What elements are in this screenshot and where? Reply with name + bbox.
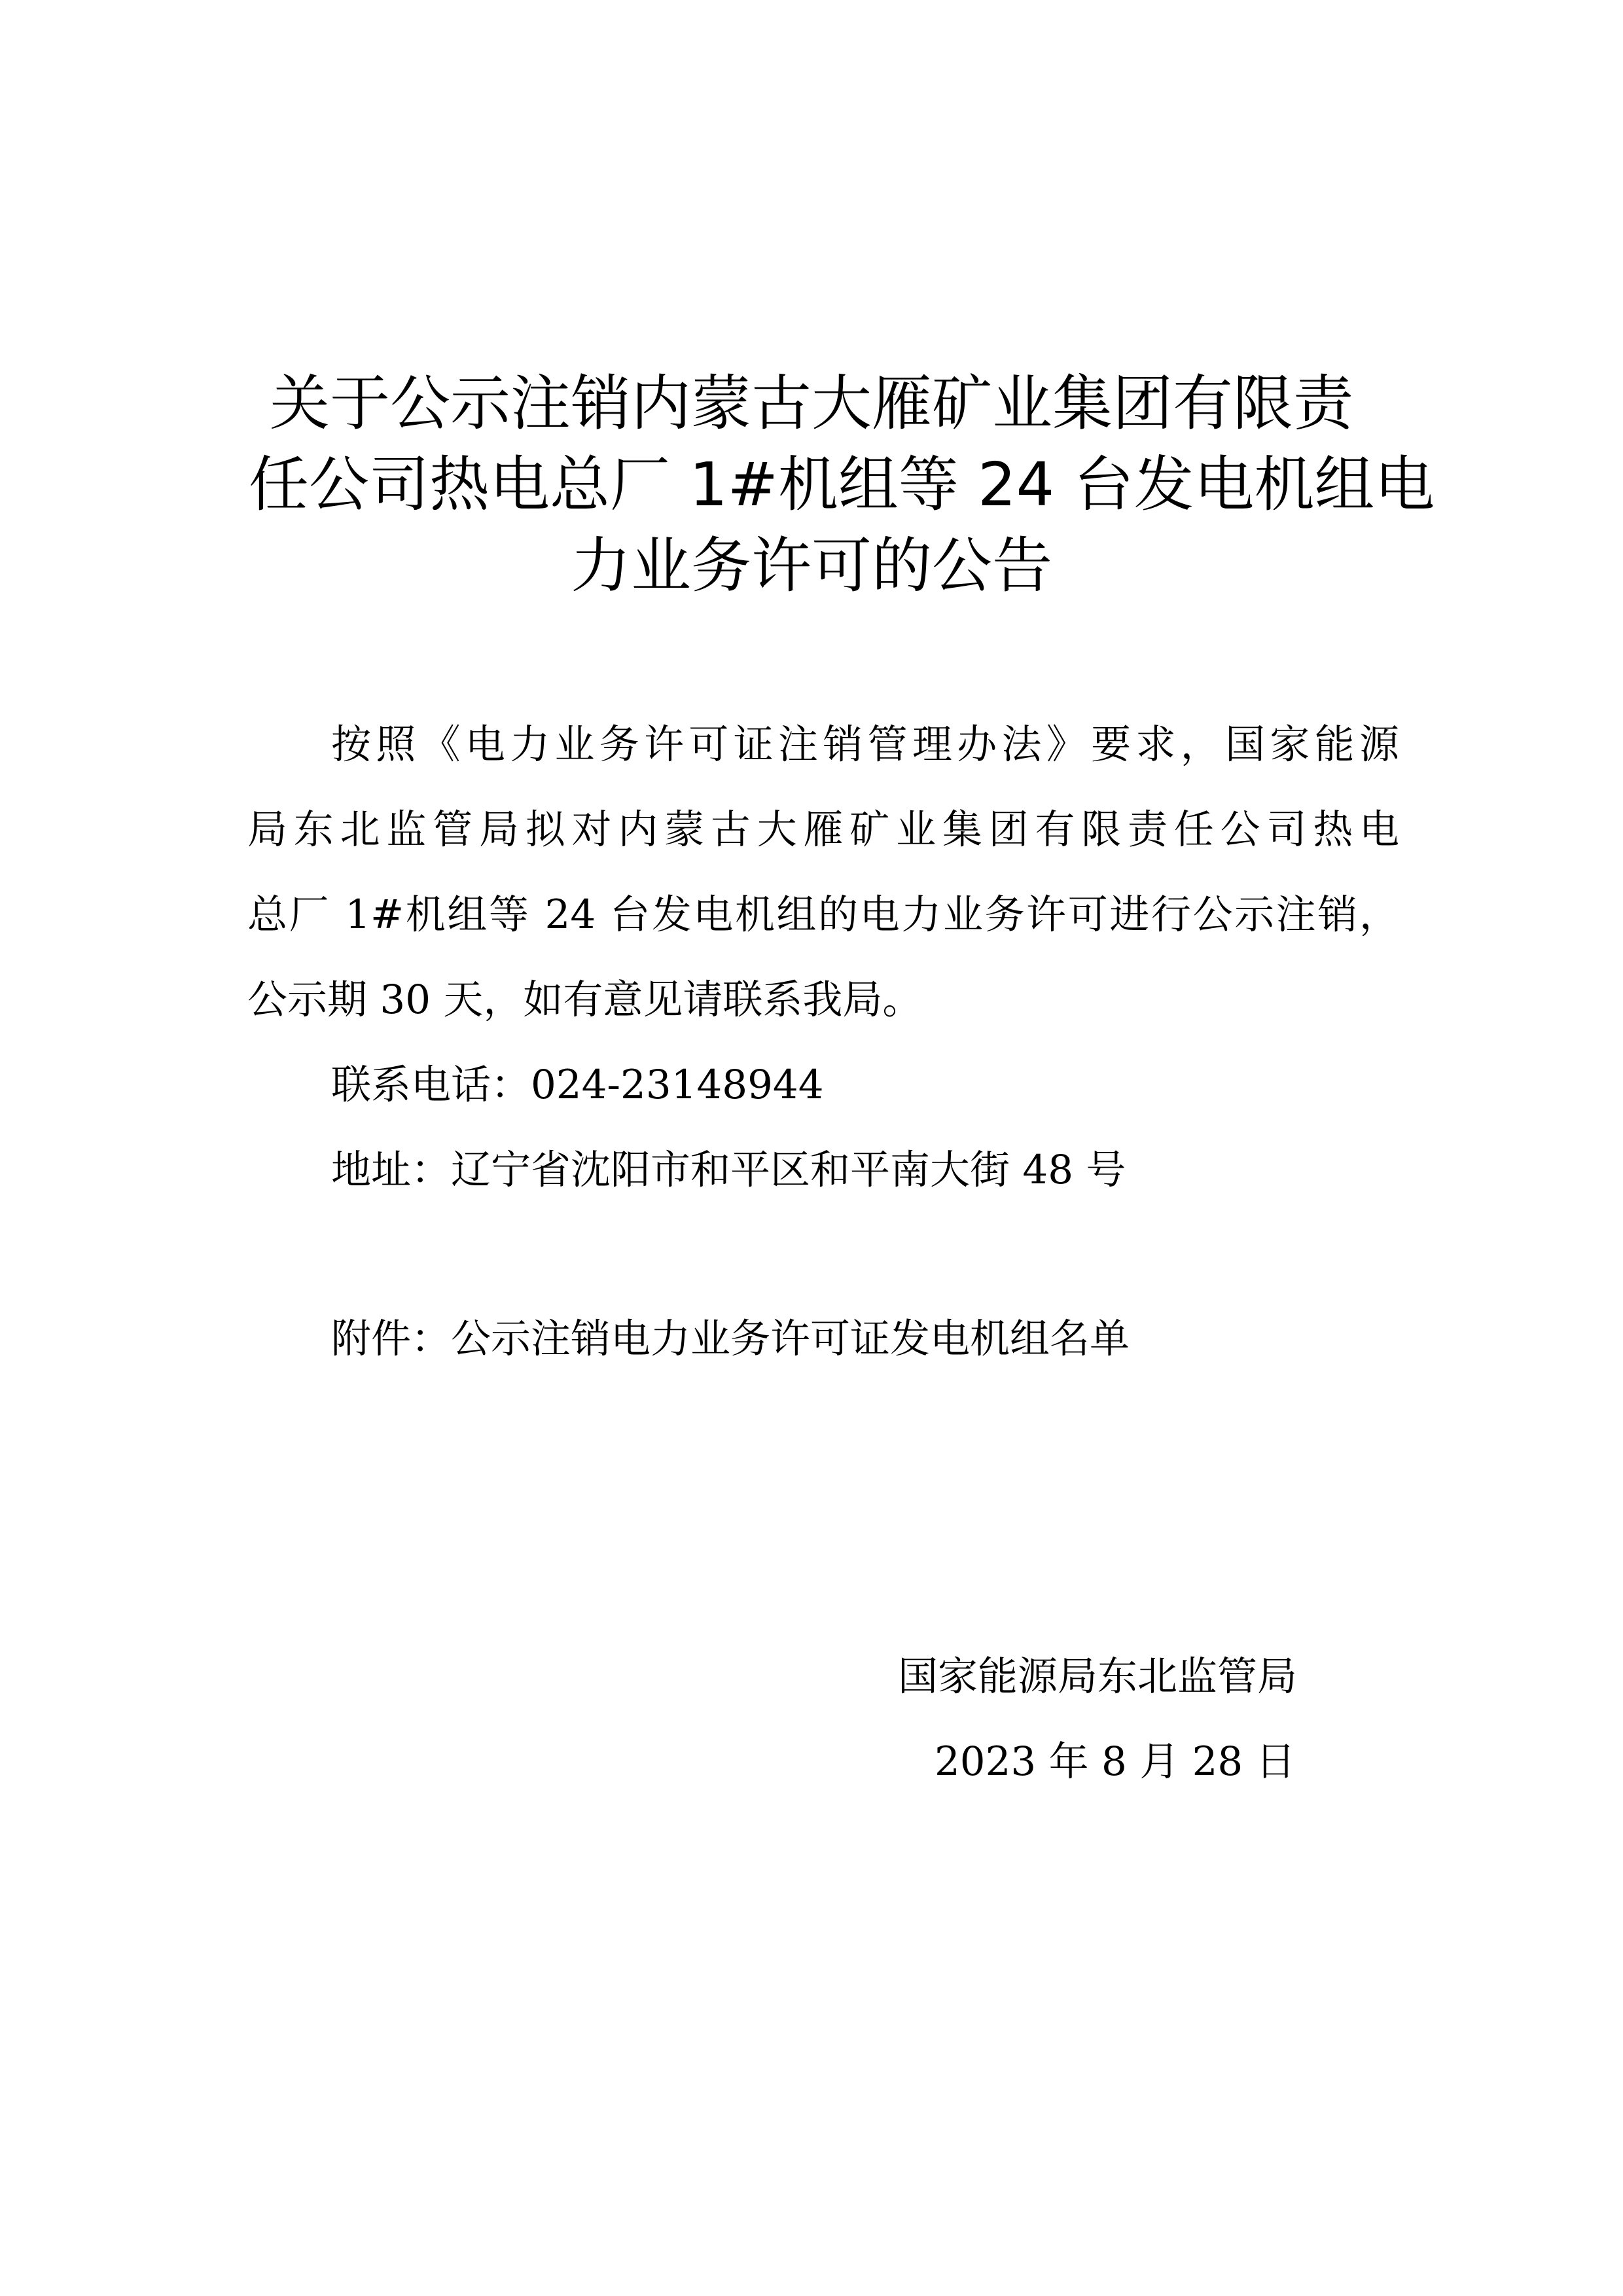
body-line: 公示期 30 天，如有意见请联系我局。 — [247, 977, 923, 1023]
notice-date: 2023 年 8 月 28 日 — [935, 1738, 1296, 1785]
signatory: 国家能源局东北监管局 — [898, 1653, 1298, 1700]
body-line: 局东北监管局拟对内蒙古大雁矿业集团有限责任公司热电 — [247, 806, 1399, 853]
title-line: 任公司热电总厂 1#机组等 24 台发电机组电 — [249, 450, 1435, 520]
title-line: 关于公示注销内蒙古大雁矿业集团有限责 — [269, 368, 1353, 439]
body-line: 按照《电力业务许可证注销管理办法》要求，国家能源 — [331, 721, 1399, 768]
body-line: 总厂 1#机组等 24 台发电机组的电力业务许可进行公示注销， — [247, 891, 1399, 938]
title-line: 力业务许可的公告 — [570, 531, 1052, 601]
notice-title — [249, 363, 1435, 607]
attachment-label: 附件：公示注销电力业务许可证发电机组名单 — [331, 1316, 1130, 1362]
contact-phone: 联系电话：024-23148944 — [331, 1062, 824, 1108]
address: 地址：辽宁省沈阳市和平区和平南大街 48 号 — [331, 1147, 1126, 1193]
